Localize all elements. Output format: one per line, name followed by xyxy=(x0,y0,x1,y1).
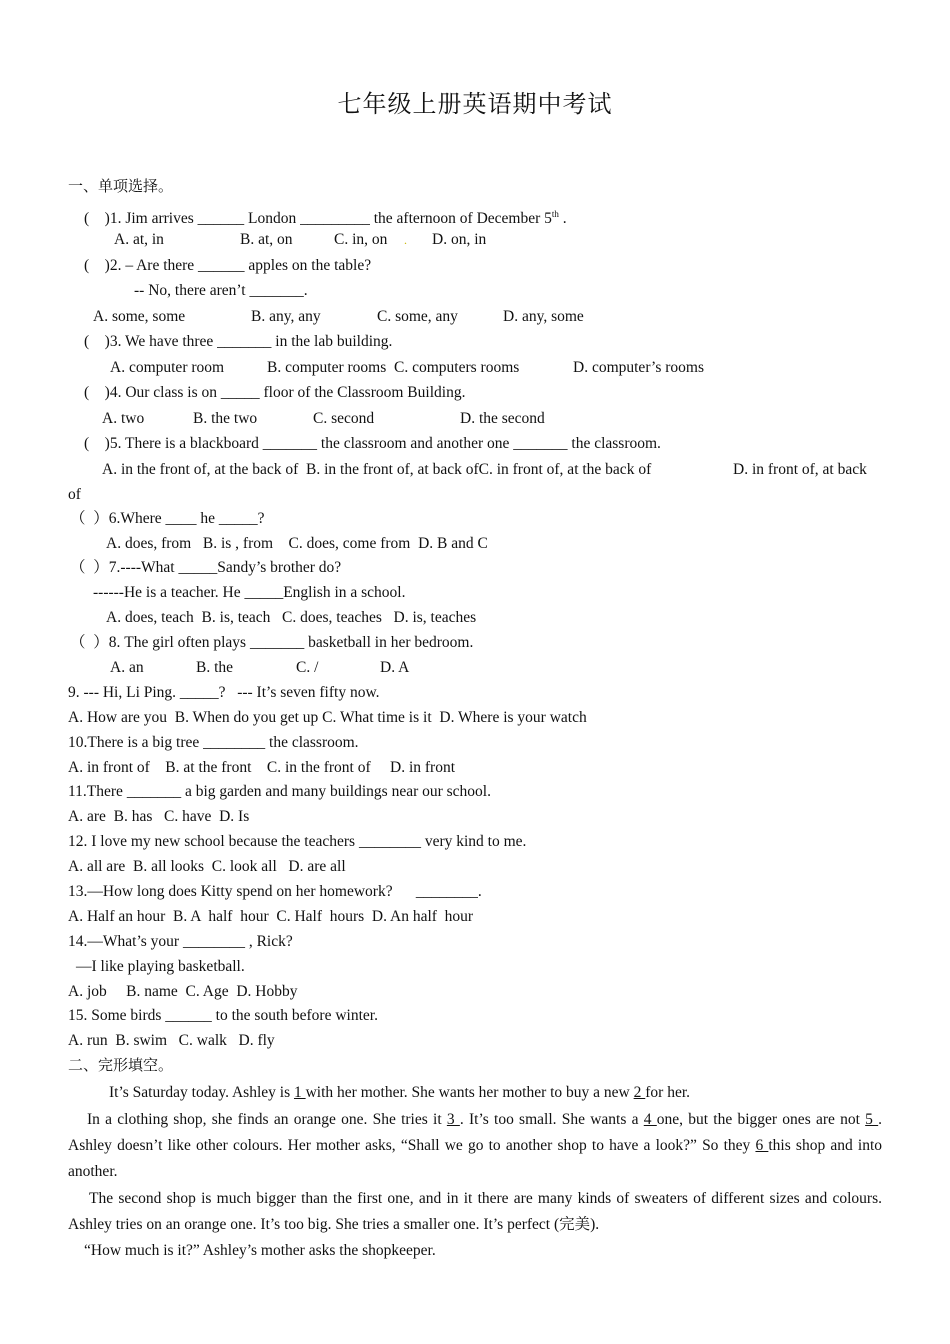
question-7-stem-response: ------He is a teacher. He _____English in a school. xyxy=(93,584,406,601)
cloze-blank-1: 1 xyxy=(293,1084,306,1101)
cloze-blank-3: 3 xyxy=(446,1111,460,1128)
question-1-superscript: th xyxy=(551,209,559,219)
question-6-options: A. does, from B. is , from C. does, come from D. B and C xyxy=(106,535,488,552)
question-4-option-d: D. the second xyxy=(460,410,545,427)
question-3-stem: ( )3. We have three _______ in the lab building. xyxy=(84,333,393,350)
question-9-options: A. How are you B. When do you get up C. What time is it D. Where is your watch xyxy=(68,709,587,726)
cloze-text: this shop and into another. xyxy=(68,1137,883,1180)
question-8-option-a: A. an xyxy=(110,659,144,676)
question-4-option-c: C. second xyxy=(313,410,375,427)
cloze-text: for her. xyxy=(645,1084,691,1101)
cloze-paragraph-4: “How much is it?” Ashley’s mother asks the shopkeeper. xyxy=(84,1242,436,1259)
question-1-mark: . xyxy=(404,233,407,247)
question-9-stem: 9. --- Hi, Li Ping. _____? --- It’s seven fifty now. xyxy=(68,684,380,701)
question-3-option-a: A. computer room xyxy=(110,359,225,376)
section-heading-cloze: 二、完形填空。 xyxy=(68,1058,174,1074)
question-14-stem-response: —I like playing basketball. xyxy=(76,958,245,975)
question-14-stem: 14.—What’s your ________ , Rick? xyxy=(68,933,293,950)
question-2-stem-response: -- No, there aren’t _______. xyxy=(134,282,308,299)
question-10-stem: 10.There is a big tree ________ the classroom. xyxy=(68,734,359,751)
question-5-options: A. in the front of, at the back of B. in the front of, at back ofC. in front of, at the back of xyxy=(102,461,652,478)
question-1-option-d: D. on, in xyxy=(432,231,487,248)
question-8-option-c: C. / xyxy=(296,659,319,676)
cloze-text: one, but the bigger ones are not xyxy=(656,1111,866,1128)
question-4-stem: ( )4. Our class is on _____ floor of the Classroom Building. xyxy=(84,384,466,401)
question-15-options: A. run B. swim C. walk D. fly xyxy=(68,1032,275,1049)
question-6-stem: （ ）6.Where ____ he _____? xyxy=(70,510,265,527)
question-1-option-a: A. at, in xyxy=(114,231,164,248)
cloze-text: It’s Saturday today. Ashley is xyxy=(109,1084,294,1101)
cloze-paragraph-2 xyxy=(68,1107,882,1185)
cloze-blank-2: 2 xyxy=(633,1084,646,1101)
question-4-option-b: B. the two xyxy=(193,410,258,427)
question-4-option-a: A. two xyxy=(102,410,145,427)
section-heading-multiple-choice: 一、单项选择。 xyxy=(68,179,174,195)
question-13-stem: 13.—How long does Kitty spend on her homework? ________. xyxy=(68,883,482,900)
question-14-options: A. job B. name C. Age D. Hobby xyxy=(68,983,298,1000)
cloze-text: with her mother. She wants her mother to buy a new xyxy=(305,1084,634,1101)
question-3-option-bc: B. computer rooms C. computers rooms xyxy=(267,359,520,376)
cloze-blank-6: 6 xyxy=(755,1137,769,1154)
question-5-option-d-wrap: of xyxy=(68,486,81,503)
cloze-blank-5: 5 xyxy=(865,1111,879,1128)
question-13-options: A. Half an hour B. A half hour C. Half hours D. An half hour xyxy=(68,908,474,925)
question-1-option-b: B. at, on xyxy=(240,231,293,248)
question-1-end: . xyxy=(558,210,567,228)
question-8-option-b: B. the xyxy=(196,659,234,676)
question-12-options: A. all are B. all looks C. look all D. are all xyxy=(68,858,346,875)
question-8-stem: （ ）8. The girl often plays _______ basketball in her bedroom. xyxy=(70,634,474,651)
question-2-option-b: B. any, any xyxy=(251,308,321,325)
question-3-option-d: D. computer’s rooms xyxy=(573,359,705,376)
cloze-text: . It’s too small. She wants a xyxy=(459,1111,644,1128)
question-1-stem xyxy=(84,204,567,229)
question-7-options: A. does, teach B. is, teach C. does, teaches D. is, teaches xyxy=(106,609,477,626)
question-12-stem: 12. I love my new school because the teachers ________ very kind to me. xyxy=(68,833,527,850)
question-5-stem: ( )5. There is a blackboard _______ the classroom and another one _______ the classroom. xyxy=(84,435,661,452)
question-2-option-d: D. any, some xyxy=(503,308,584,325)
cloze-paragraph-1 xyxy=(68,1080,882,1106)
cloze-blank-4: 4 xyxy=(643,1111,657,1128)
question-11-options: A. are B. has C. have D. Is xyxy=(68,808,250,825)
question-1-text: ( )1. Jim arrives ______ London _________ the afternoon of December 5 xyxy=(84,210,552,228)
question-5-option-d: D. in front of, at back xyxy=(733,461,867,478)
question-1-option-c: C. in, on xyxy=(334,231,388,248)
question-2-option-a: A. some, some xyxy=(93,308,186,325)
question-2-stem: ( )2. – Are there ______ apples on the table? xyxy=(84,257,372,274)
question-8-option-d: D. A xyxy=(380,659,410,676)
question-2-option-c: C. some, any xyxy=(377,308,458,325)
cloze-paragraph-3: The second shop is much bigger than the first one, and in it there are many kinds of sweaters of different sizes and colours. Ashley tries on an orange one. It’s too big. She tries a smaller one. It’s perfect (完美). xyxy=(68,1190,882,1233)
question-15-stem: 15. Some birds ______ to the south before winter. xyxy=(68,1007,378,1024)
cloze-text: . Ashley doesn’t like other colours. Her mother asks, “Shall we go to another shop to have a look?” So they xyxy=(68,1111,883,1154)
question-11-stem: 11.There _______ a big garden and many buildings near our school. xyxy=(68,783,491,800)
cloze-text: In a clothing shop, she finds an orange one. She tries it xyxy=(87,1111,447,1128)
question-10-options: A. in front of B. at the front C. in the front of D. in front xyxy=(68,759,456,776)
question-7-stem: （ ）7.----What _____Sandy’s brother do? xyxy=(70,559,342,576)
page-title: 七年级上册英语期中考试 xyxy=(337,92,613,118)
